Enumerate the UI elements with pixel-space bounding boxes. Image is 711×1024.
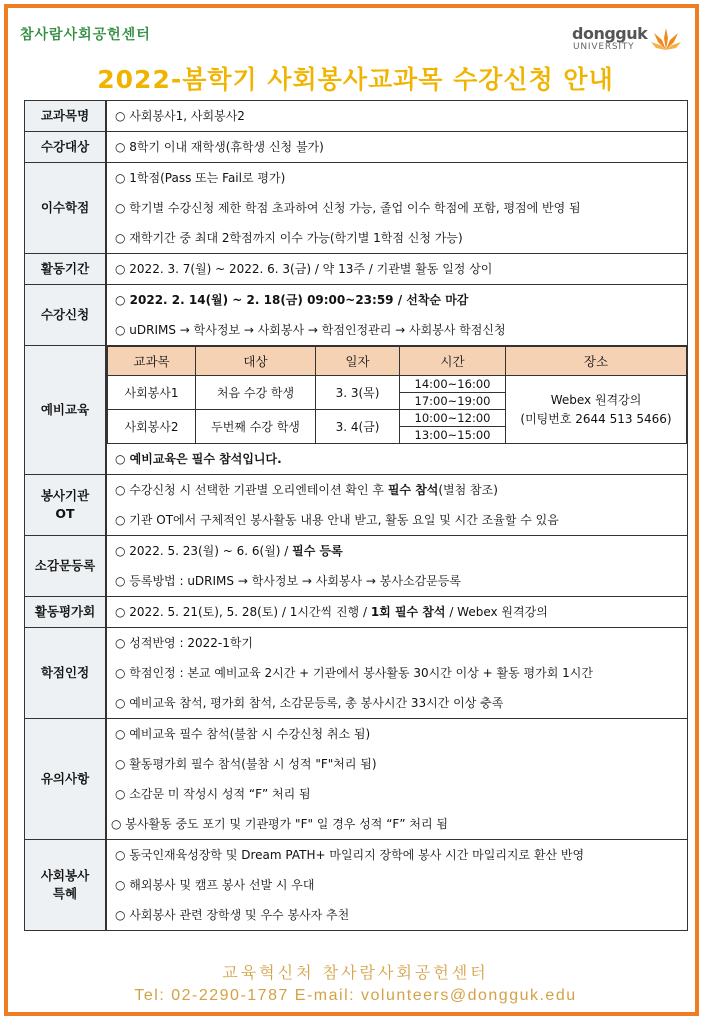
preedu-course-target: 처음 수강 학생 — [196, 376, 316, 410]
label-period: 활동기간 — [25, 254, 107, 285]
label-preedu: 예비교육 — [25, 346, 107, 475]
row-preedu — [25, 346, 688, 475]
preedu-table — [107, 346, 687, 444]
label-recognition: 학점인정 — [25, 628, 107, 719]
ot-line-1-text: ○ 수강신청 시 선택한 기관별 오리엔테이션 확인 후 — [115, 483, 388, 497]
preedu-header-target: 대상 — [196, 347, 316, 376]
preedu-time: 10:00~12:00 — [400, 410, 506, 427]
ot-line-1-tail: (별첨 참조) — [438, 483, 498, 497]
caution-line-4: ○ 봉사활동 중도 포기 및 기관평가 "F" 일 경우 성적 “F” 처리 됨 — [111, 817, 448, 831]
row-benefit — [25, 840, 688, 931]
preedu-header-course: 교과목 — [108, 347, 196, 376]
preedu-header-place: 장소 — [506, 347, 687, 376]
credit-line-1: ○ 1학점(Pass 또는 Fail로 평가) — [115, 171, 286, 185]
essay-line-1-bold: 필수 등록 — [292, 544, 343, 558]
benefit-line-3: ○ 사회봉사 관련 장학생 및 우수 봉사자 추천 — [115, 908, 350, 922]
preedu-course-target: 두번째 수강 학생 — [196, 410, 316, 444]
label-ot-line-2: OT — [55, 506, 75, 521]
preedu-time: 13:00~15:00 — [400, 427, 506, 444]
preedu-row — [108, 376, 687, 393]
caution-line-3: ○ 소감문 미 작성시 성적 “F” 처리 됨 — [115, 787, 311, 801]
preedu-place — [506, 376, 687, 444]
row-essay — [25, 536, 688, 597]
evaluation-line-bold: 1회 필수 참석 — [370, 605, 446, 619]
row-evaluation — [25, 597, 688, 628]
logo-main-text: dongguk — [572, 24, 648, 43]
label-benefit-line-1: 사회봉사 — [40, 868, 90, 883]
benefit-line-1: ○ 동국인재육성장학 및 Dream PATH+ 마일리지 장학에 봉사 시간 마일리지로 환산 반영 — [115, 848, 585, 862]
preedu-course-date: 3. 4(금) — [316, 410, 400, 444]
row-ot — [25, 475, 688, 536]
label-ot-line-1: 봉사기관 — [40, 488, 90, 503]
recognition-line-1: ○ 성적반영 : 2022-1학기 — [115, 636, 254, 650]
recognition-line-2: ○ 학점인정 : 본교 예비교육 2시간 + 기관에서 봉사활동 30시간 이상 + 활동 평가회 1시간 — [115, 666, 593, 680]
label-register: 수강신청 — [25, 285, 107, 346]
preedu-place-line-2: (미팅번호 2644 513 5466) — [520, 411, 672, 426]
register-line-1: ○ 2022. 2. 14(월) ~ 2. 18(금) 09:00~23:59 / 선착순 마감 — [115, 293, 469, 307]
row-register — [25, 285, 688, 346]
page-title: 2022-봄학기 사회봉사교과목 수강신청 안내 — [97, 65, 614, 94]
row-credit — [25, 163, 688, 254]
label-essay: 소감문등록 — [25, 536, 107, 597]
logo-sub-text: UNIVERSITY — [573, 42, 635, 52]
footer-contact: Tel: 02-2290-1787 E-mail: volunteers@dongguk.edu — [134, 987, 577, 1004]
preedu-time: 17:00~19:00 — [400, 393, 506, 410]
label-benefit — [25, 840, 107, 931]
preedu-header-row — [108, 347, 687, 376]
label-caution: 유의사항 — [25, 719, 107, 840]
preedu-course-name: 사회봉사1 — [108, 376, 196, 410]
benefit-line-2: ○ 해외봉사 및 캠프 봉사 선발 시 우대 — [115, 878, 315, 892]
label-evaluation: 활동평가회 — [25, 597, 107, 628]
credit-line-2: ○ 학기별 수강신청 제한 학점 초과하여 신청 가능, 졸업 이수 학점에 포함, 평점에 반영 됨 — [115, 201, 581, 215]
label-credit: 이수학점 — [25, 163, 107, 254]
row-course — [25, 101, 688, 132]
row-recognition — [25, 628, 688, 719]
evaluation-line — [107, 597, 687, 627]
register-line-2: ○ uDRIMS → 학사정보 → 사회봉사 → 학점인정관리 → 사회봉사 학점신청 — [115, 323, 506, 337]
center-name: 참사람사회공헌센터 — [20, 27, 151, 43]
footer-department: 교육혁신처 참사람사회공헌센터 — [222, 963, 489, 982]
ot-line-2: ○ 기관 OT에서 구체적인 봉사활동 내용 안내 받고, 활동 요일 및 시간 조율할 수 있음 — [115, 513, 559, 527]
target-line: ○ 8학기 이내 재학생(휴학생 신청 불가) — [115, 140, 324, 154]
row-caution — [25, 719, 688, 840]
row-target — [25, 132, 688, 163]
label-target: 수강대상 — [25, 132, 107, 163]
info-table — [24, 100, 688, 931]
essay-line-1 — [107, 536, 687, 566]
ot-line-1 — [107, 475, 687, 505]
preedu-place-line-1: Webex 원격강의 — [550, 392, 642, 407]
essay-line-1-text: ○ 2022. 5. 23(월) ~ 6. 6(월) / — [115, 544, 293, 558]
preedu-note: ○ 예비교육은 필수 참석입니다. — [115, 452, 282, 466]
evaluation-line-text: ○ 2022. 5. 21(토), 5. 28(토) / 1시간씩 진행 / — [115, 605, 371, 619]
label-benefit-line-2: 특혜 — [52, 886, 78, 901]
university-logo — [572, 24, 682, 60]
period-line: ○ 2022. 3. 7(월) ~ 2022. 6. 3(금) / 약 13주 / 기관별 활동 일정 상이 — [115, 262, 493, 276]
caution-line-1: ○ 예비교육 필수 참석(불참 시 수강신청 취소 됨) — [115, 727, 371, 741]
essay-line-2: ○ 등록방법 : uDRIMS → 학사정보 → 사회봉사 → 봉사소감문등록 — [115, 574, 461, 588]
recognition-line-3: ○ 예비교육 참석, 평가회 참석, 소감문등록, 총 봉사시간 33시간 이상 충족 — [115, 696, 504, 710]
ot-line-1-bold: 필수 참석 — [387, 483, 439, 497]
lotus-icon — [650, 24, 682, 56]
course-line: ○ 사회봉사1, 사회봉사2 — [115, 109, 245, 123]
preedu-course-date: 3. 3(목) — [316, 376, 400, 410]
credit-line-3: ○ 재학기간 중 최대 2학점까지 이수 가능(학기별 1학점 신청 가능) — [115, 231, 463, 245]
label-course: 교과목명 — [25, 101, 107, 132]
preedu-time: 14:00~16:00 — [400, 376, 506, 393]
preedu-header-date: 일자 — [316, 347, 400, 376]
preedu-course-name: 사회봉사2 — [108, 410, 196, 444]
caution-line-2: ○ 활동평가회 필수 참석(불참 시 성적 "F"처리 됨) — [115, 757, 377, 771]
evaluation-line-tail: / Webex 원격강의 — [445, 605, 548, 619]
preedu-header-time: 시간 — [400, 347, 506, 376]
row-period — [25, 254, 688, 285]
label-ot — [25, 475, 107, 536]
